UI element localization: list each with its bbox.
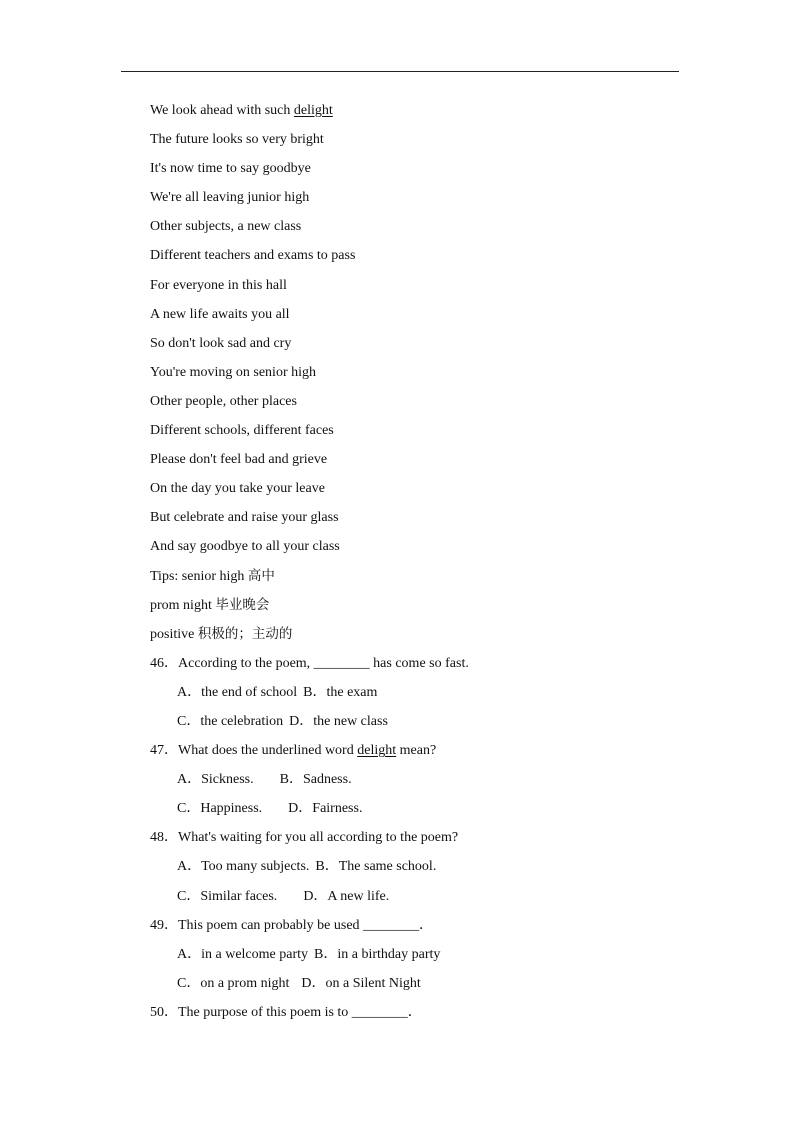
option-47-b: B．Sadness. xyxy=(279,772,352,788)
option-46-b: B．the exam xyxy=(303,684,378,700)
question-50: 50．The purpose of this poem is to ________． xyxy=(150,1004,422,1020)
tip-prom-night-cn: 毕业晚会 xyxy=(215,596,270,613)
question-46: 46．According to the poem, ________ has come so fast. xyxy=(150,655,469,671)
question-46-options-ab xyxy=(150,678,710,707)
tip-positive xyxy=(150,620,710,649)
question-47-underlined-word: delight xyxy=(357,743,397,759)
question-48-options-ab xyxy=(150,852,710,881)
poem-line-13: Please don't feel bad and grieve xyxy=(150,452,328,468)
header-rule xyxy=(121,71,679,72)
option-46-a: A．the end of school xyxy=(177,684,298,700)
poem-line-9: So don't look sad and cry xyxy=(150,335,292,351)
option-49-d: D．on a Silent Night xyxy=(301,975,421,991)
poem-line-6: Different teachers and exams to pass xyxy=(150,248,356,264)
poem-line-8: A new life awaits you all xyxy=(150,306,290,322)
option-48-b: B．The same school. xyxy=(315,859,437,875)
option-46-c: C．the celebration xyxy=(177,713,284,729)
question-47-text: 47．What does the underlined word xyxy=(150,743,358,759)
poem-line-3: It's now time to say goodbye xyxy=(150,161,311,177)
option-47-c: C．Happiness. xyxy=(177,801,263,817)
tip-prom-night-en: prom night xyxy=(150,597,216,613)
question-47 xyxy=(150,736,710,765)
question-49-options-ab xyxy=(150,940,710,969)
option-47-d: D．Fairness. xyxy=(288,801,363,817)
tip-senior-high-en: Tips: senior high xyxy=(150,568,248,584)
question-47-options-cd xyxy=(150,794,710,823)
tip-positive-cn: 积极的；主动的 xyxy=(197,625,293,642)
poem-line-1-text: We look ahead with such xyxy=(150,103,294,118)
poem-line-7: For everyone in this hall xyxy=(150,277,287,293)
poem-line-12: Different schools, different faces xyxy=(150,423,334,439)
option-49-a: A．in a welcome party xyxy=(177,946,309,962)
option-48-d: D．A new life. xyxy=(303,888,390,904)
tip-positive-en: positive xyxy=(150,626,198,642)
poem-line-16: And say goodbye to all your class xyxy=(150,539,340,555)
poem-line-1 xyxy=(150,96,710,125)
question-48-options-cd xyxy=(150,882,710,911)
question-46-options-cd xyxy=(150,707,710,736)
poem-line-15: But celebrate and raise your glass xyxy=(150,510,339,526)
poem-line-11: Other people, other places xyxy=(150,393,297,409)
option-48-a: A．Too many subjects. xyxy=(177,859,310,875)
underlined-word-delight: delight xyxy=(293,103,333,118)
option-49-b: B．in a birthday party xyxy=(314,946,441,962)
question-48: 48．What's waiting for you all according to the poem? xyxy=(150,830,459,846)
option-47-a: A．Sickness. xyxy=(177,772,254,788)
poem-line-10: You're moving on senior high xyxy=(150,364,316,380)
tip-senior-high-cn: 高中 xyxy=(247,567,275,584)
poem-line-5: Other subjects, a new class xyxy=(150,219,302,235)
document-content xyxy=(150,96,710,1027)
option-48-c: C．Similar faces. xyxy=(177,888,278,904)
question-47-options-ab xyxy=(150,765,710,794)
option-49-c: C．on a prom night xyxy=(177,975,290,991)
tip-prom-night xyxy=(150,591,710,620)
option-46-d: D．the new class xyxy=(289,713,388,729)
poem-line-4: We're all leaving junior high xyxy=(150,190,310,206)
question-47-text-end: mean? xyxy=(396,743,437,759)
tip-senior-high xyxy=(150,562,710,591)
question-49: 49．This poem can probably be used ________． xyxy=(150,917,434,933)
poem-line-2: The future looks so very bright xyxy=(150,132,324,148)
poem-line-14: On the day you take your leave xyxy=(150,481,325,497)
question-49-options-cd xyxy=(150,969,710,998)
